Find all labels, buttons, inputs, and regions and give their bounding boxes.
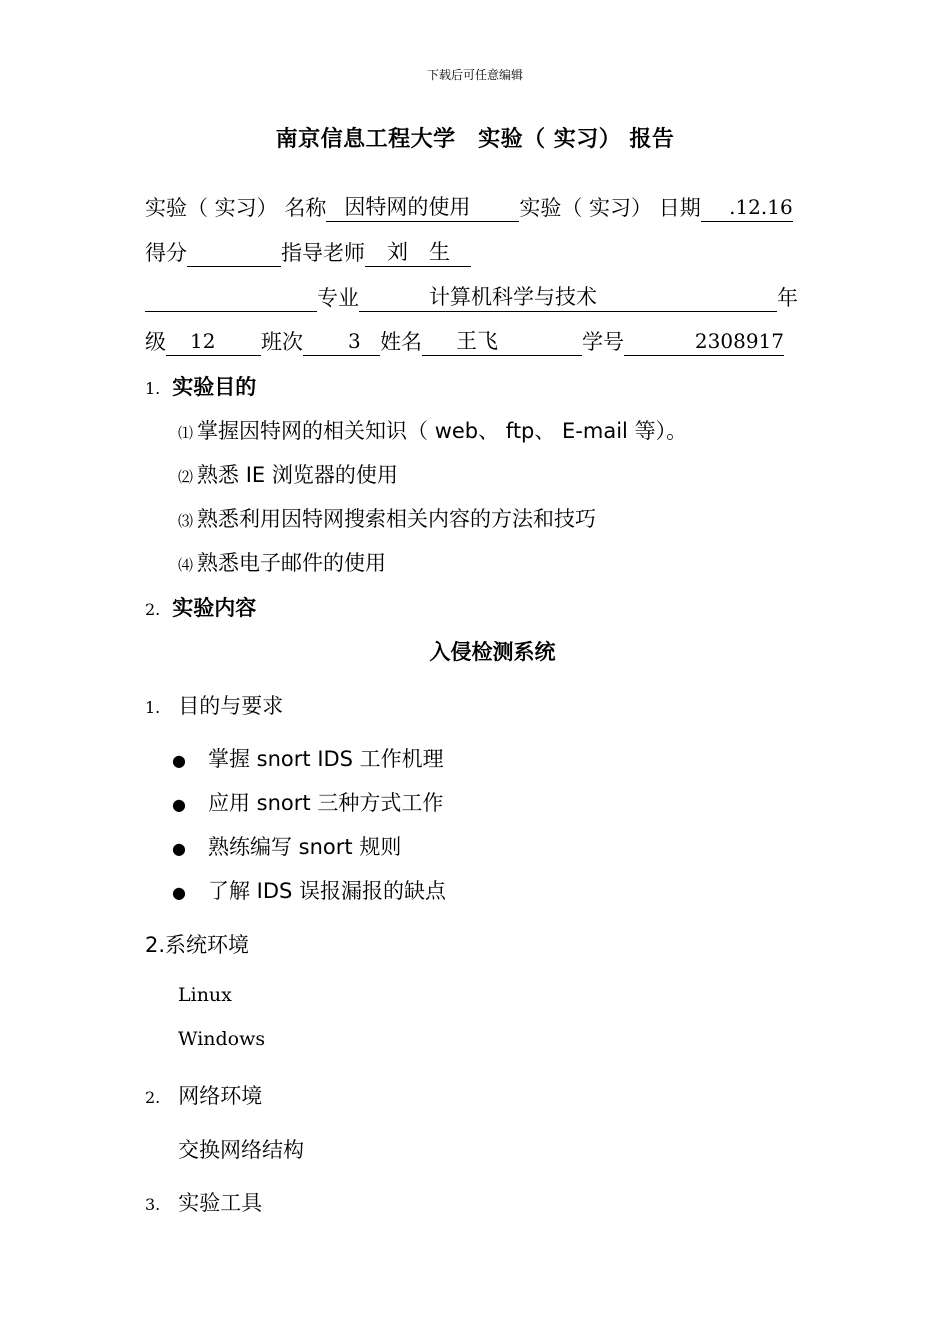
- bullet-text: 掌握 snort IDS 工作机理: [208, 747, 444, 771]
- tools-title: 实验工具: [178, 1191, 263, 1215]
- name-value: 因特网的使用: [326, 194, 519, 222]
- objective-item: [178, 547, 386, 577]
- tools-heading: [145, 1187, 262, 1217]
- info-row-3: [145, 282, 798, 312]
- objective-item: [178, 503, 596, 533]
- grade-label-2: 级: [145, 330, 166, 354]
- bullet-icon: ●: [172, 883, 186, 902]
- grade-value: 12: [166, 328, 261, 356]
- purpose-number: 1.: [145, 698, 161, 717]
- name-label: 实验（ 实习） 名称: [145, 196, 327, 220]
- bullet-text: 了解 IDS 误报漏报的缺点: [208, 879, 447, 903]
- class-label: 班次: [261, 330, 303, 354]
- page-title: 南京信息工程大学 实验（ 实习） 报告: [275, 127, 675, 152]
- info-row-2: [145, 237, 471, 267]
- class-value: 3: [303, 328, 380, 356]
- date-label: 实验（ 实习） 日期: [519, 196, 701, 220]
- subtitle: 入侵检测系统: [429, 640, 556, 664]
- network-number: 2.: [145, 1088, 161, 1107]
- id-label: 学号: [582, 330, 624, 354]
- header-note: 下载后可任意编辑: [426, 68, 523, 82]
- bullet-text: 熟练编写 snort 规则: [208, 835, 402, 859]
- score-value: [187, 265, 281, 267]
- teacher-value: 刘 生: [365, 239, 471, 267]
- score-label: 得分: [145, 241, 187, 265]
- objective-mark: ⑵: [178, 468, 194, 486]
- section-1-title: 实验目的: [172, 375, 257, 399]
- network-item: 交换网络结构: [178, 1138, 304, 1162]
- section-2-title: 实验内容: [172, 596, 257, 620]
- list-item: [172, 875, 446, 905]
- env-item-windows: Windows: [178, 1028, 266, 1050]
- section-1-heading: [145, 371, 256, 401]
- section-2-heading: [145, 592, 256, 622]
- objective-mark: ⑷: [178, 556, 194, 574]
- objective-text: 熟悉电子邮件的使用: [197, 551, 387, 575]
- env-item-linux: Linux: [178, 984, 232, 1006]
- student-value: 王飞: [422, 328, 582, 356]
- objective-text: 掌握因特网的相关知识（ web、 ftp、 E-mail 等）。: [197, 419, 688, 443]
- list-item: [172, 743, 444, 773]
- network-heading: [145, 1080, 262, 1110]
- bullet-text: 应用 snort 三种方式工作: [208, 791, 444, 815]
- bullet-icon: ●: [172, 839, 186, 858]
- objective-mark: ⑶: [178, 512, 194, 530]
- network-title: 网络环境: [178, 1084, 263, 1108]
- section-1-number: 1.: [145, 379, 161, 398]
- objective-text: 熟悉利用因特网搜索相关内容的方法和技巧: [197, 507, 597, 531]
- date-value: .12.16: [701, 194, 793, 222]
- section-2-number: 2.: [145, 600, 161, 619]
- student-label: 姓名: [380, 330, 422, 354]
- tools-number: 3.: [145, 1195, 161, 1214]
- objective-item: [178, 459, 398, 489]
- blank-line: [145, 310, 317, 312]
- id-value: 2308917: [624, 328, 784, 356]
- objective-mark: ⑴: [178, 424, 194, 442]
- major-label: 专业: [317, 286, 359, 310]
- purpose-title: 目的与要求: [178, 694, 284, 718]
- teacher-label: 指导老师: [281, 241, 365, 265]
- bullet-icon: ●: [172, 795, 186, 814]
- objective-item: [178, 415, 687, 445]
- info-row-4: [145, 326, 784, 356]
- grade-label: 年: [777, 286, 798, 310]
- bullet-icon: ●: [172, 751, 186, 770]
- env-heading: 2.系统环境: [145, 933, 250, 957]
- major-value: 计算机科学与技术: [359, 284, 777, 312]
- info-row-1: [145, 192, 793, 222]
- list-item: [172, 787, 443, 817]
- purpose-heading: [145, 690, 283, 720]
- objective-text: 熟悉 IE 浏览器的使用: [197, 463, 398, 487]
- list-item: [172, 831, 401, 861]
